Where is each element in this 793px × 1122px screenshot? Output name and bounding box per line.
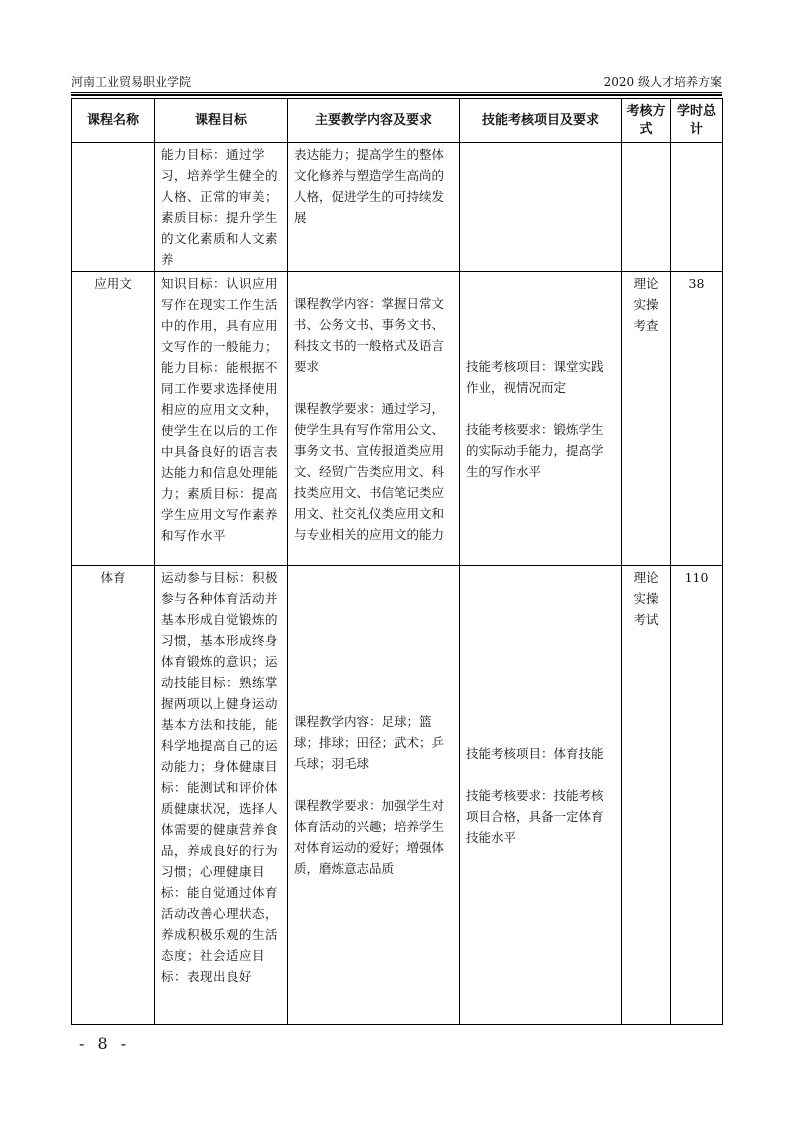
course-goal-cell: 能力目标：通过学习，培养学生健全的人格、正常的审美；素质目标：提升学生的文化素质和人文素养 <box>155 143 288 272</box>
teaching-content-cell <box>288 143 460 272</box>
teaching-content-cell <box>288 272 460 566</box>
teaching-content-text: 课程教学内容：掌握日常文书、公务文书、事务文书、科技文书的一般格式及语言要求 <box>294 295 445 374</box>
skill-assessment-cell <box>460 566 622 1025</box>
assessment-method-cell <box>622 143 671 272</box>
teaching-requirement-text: 课程教学要求：加强学生对体育活动的兴趣；培养学生对体育运动的爱好；增强体质，磨炼意志品质 <box>294 798 445 876</box>
assessment-method-cell: 理论实操考查 <box>622 272 671 566</box>
header-course-name: 课程名称 <box>72 99 155 143</box>
teaching-requirement-text: 课程教学要求：通过学习，使学生具有写作常用公文、事务文书、宣传报道类应用文、经贸广告类应用文、科技类应用文、书信笔记类应用文、社交礼仪类应用文和与专业相关的应用文的能力 <box>294 400 445 542</box>
skill-requirement-text: 技能考核要求：锻炼学生的实际动手能力，提高学生的写作水平 <box>466 421 604 479</box>
header-teaching-content: 主要教学内容及要求 <box>288 99 460 143</box>
skill-item-text: 技能考核项目：体育技能 <box>466 745 604 761</box>
header-skill-assessment: 技能考核项目及要求 <box>460 99 622 143</box>
course-goal-cell: 知识目标：认识应用写作在现实工作生活中的作用，具有应用文写作的一般能力；能力目标：能根据不同工作要求选择使用相应的应用文文种，使学生在以后的工作中具备良好的语言表达能力和信息处理能力；素质目标：提高学生应用文写作素养和写作水平 <box>155 272 288 566</box>
header-document-title: 2020 级人才培养方案 <box>603 75 722 89</box>
skill-assessment-cell <box>460 272 622 566</box>
course-name-cell: 体育 <box>72 566 155 1025</box>
header-total-hours: 学时总计 <box>671 99 723 143</box>
header-course-goal: 课程目标 <box>155 99 288 143</box>
course-goal-cell: 运动参与目标：积极参与各种体育活动并基本形成自觉锻炼的习惯，基本形成终身体育锻炼的意识；运动技能目标：熟练掌握两项以上健身运动基本方法和技能，能科学地提高自己的运动能力；身体健康目标：能测试和评价体质健康状况，选择人体需要的健康营养食品，养成良好的行为习惯；心理健康目标：能自觉通过体育活动改善心理状态，养成积极乐观的生活态度；社会适应目标：表现出良好 <box>155 566 288 1025</box>
page-number: - 8 - <box>79 1034 131 1053</box>
assessment-method-cell: 理论实操考试 <box>622 566 671 1025</box>
table-row <box>72 143 723 272</box>
total-hours-cell: 110 <box>671 566 723 1025</box>
header-institution: 河南工业贸易职业学院 <box>71 75 192 89</box>
header-assessment-method: 考核方式 <box>622 99 671 143</box>
teaching-content-text: 表达能力；提高学生的整体文化修养与塑造学生高尚的人格，促进学生的可持续发展 <box>294 147 445 225</box>
skill-assessment-cell <box>460 143 622 272</box>
table-row <box>72 566 723 1025</box>
teaching-content-text: 课程教学内容：足球；篮球；排球；田径；武术；乒乓球；羽毛球 <box>294 714 445 771</box>
course-name-cell: 应用文 <box>72 272 155 566</box>
total-hours-cell <box>671 143 723 272</box>
table-row <box>72 272 723 566</box>
skill-requirement-text: 技能考核要求：技能考核项目合格，具备一定体育技能水平 <box>466 787 604 845</box>
curriculum-table <box>71 98 723 1025</box>
total-hours-cell: 38 <box>671 272 723 566</box>
table-header-row <box>72 99 723 143</box>
course-name-cell <box>72 143 155 272</box>
skill-item-text: 技能考核项目：课堂实践作业，视情况而定 <box>466 358 604 395</box>
teaching-content-cell <box>288 566 460 1025</box>
page-header <box>71 72 722 93</box>
